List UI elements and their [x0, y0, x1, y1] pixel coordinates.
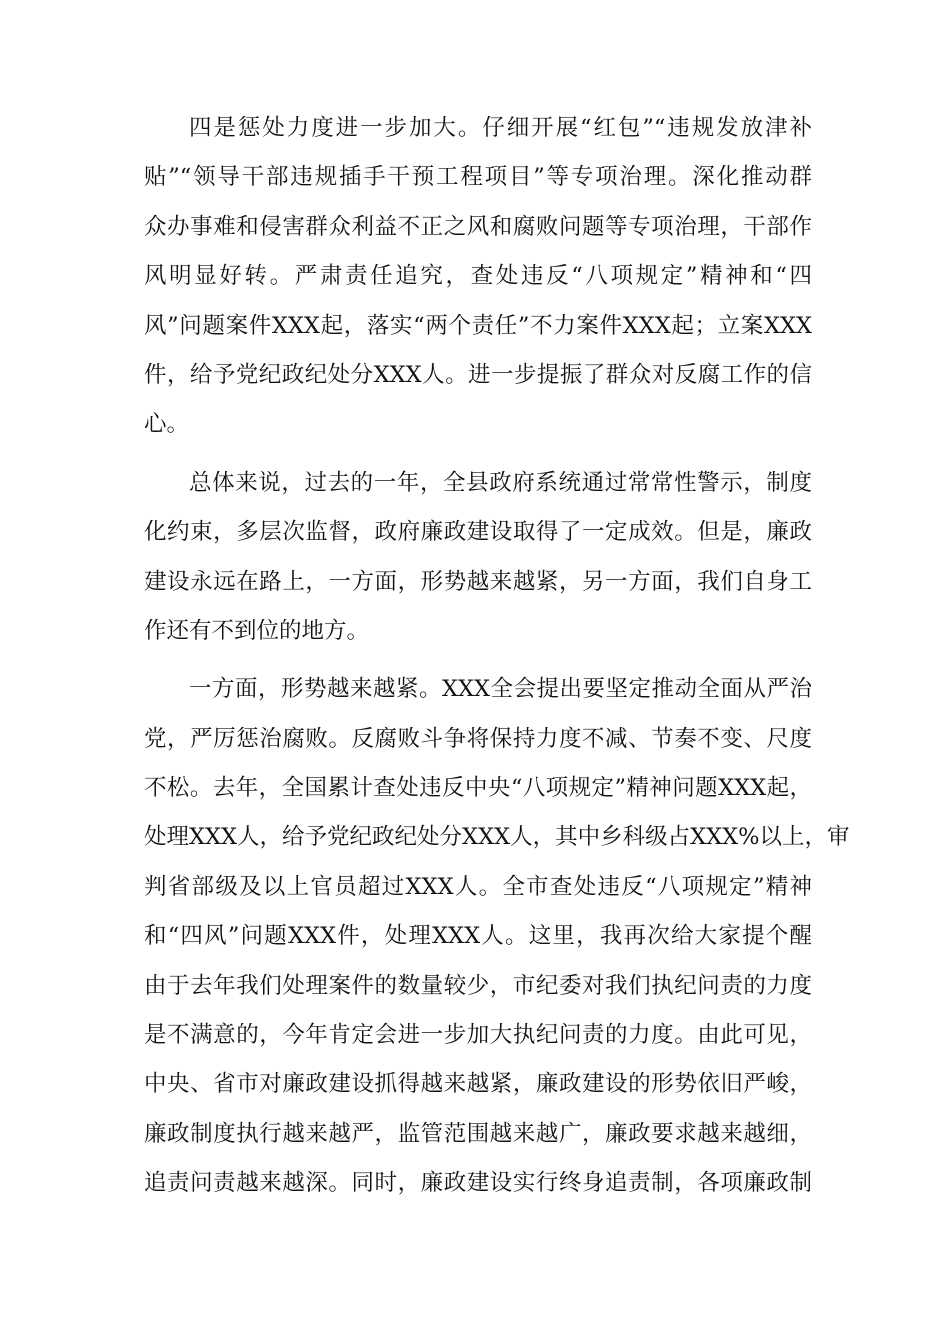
text-line: 由于去年我们处理案件的数量较少，市纪委对我们执纪问责的力度 — [144, 972, 812, 999]
text-line: 作还有不到位的地方。 — [144, 617, 370, 644]
text-line: 是不满意的，今年肯定会进一步加大执纪问责的力度。由此可见， — [144, 1022, 812, 1049]
text-line: 风”问题案件XXX起，落实“两个责任”不力案件XXX起；立案XXX — [144, 312, 812, 339]
text-line: 建设永远在路上，一方面，形势越来越紧，另一方面，我们自身工 — [144, 568, 812, 595]
text-line: 和“四风”问题XXX件，处理XXX人。这里，我再次给大家提个醒 — [144, 923, 812, 950]
text-line: 判省部级及以上官员超过XXX人。全市查处违反“八项规定”精神 — [144, 873, 812, 900]
paragraph-situation — [144, 665, 850, 1208]
text-line: 众办事难和侵害群众利益不正之风和腐败问题等专项治理，干部作 — [144, 213, 812, 240]
text-line: 中央、省市对廉政建设抓得越来越紧，廉政建设的形势依旧严峻， — [144, 1071, 812, 1098]
text-line: 四是惩处力度进一步加大。仔细开展“红包”“违规发放津补 — [189, 115, 812, 141]
text-line: 件，给予党纪政纪处分XXX人。进一步提振了群众对反腐工作的信 — [144, 361, 812, 388]
text-line: 一方面，形势越来越紧。XXX全会提出要坚定推动全面从严治 — [189, 676, 812, 703]
text-line: 廉政制度执行越来越严，监管范围越来越广，廉政要求越来越细， — [144, 1120, 812, 1147]
text-line: 总体来说，过去的一年，全县政府系统通过常常性警示，制度 — [189, 469, 812, 496]
text-line: 追责问责越来越深。同时，廉政建设实行终身追责制，各项廉政制 — [144, 1170, 812, 1197]
text-line: 心。 — [144, 411, 190, 438]
text-line: 风明显好转。严肃责任追究，查处违反“八项规定”精神和“四 — [144, 263, 812, 290]
document-body — [144, 104, 850, 1218]
text-line: 贴”“领导干部违规插手干预工程项目”等专项治理。深化推动群 — [144, 164, 812, 191]
text-line: 化约束，多层次监督，政府廉政建设取得了一定成效。但是，廉政 — [144, 519, 812, 546]
text-line: 处理XXX人，给予党纪政纪处分XXX人，其中乡科级占XXX%以上，审 — [144, 824, 850, 851]
text-line: 不松。去年，全国累计查处违反中央“八项规定”精神问题XXX起， — [144, 775, 812, 802]
paragraph-punishment — [144, 104, 812, 450]
paragraph-summary — [144, 459, 812, 657]
text-line: 党，严厉惩治腐败。反腐败斗争将保持力度不减、节奏不变、尺度 — [144, 725, 812, 752]
